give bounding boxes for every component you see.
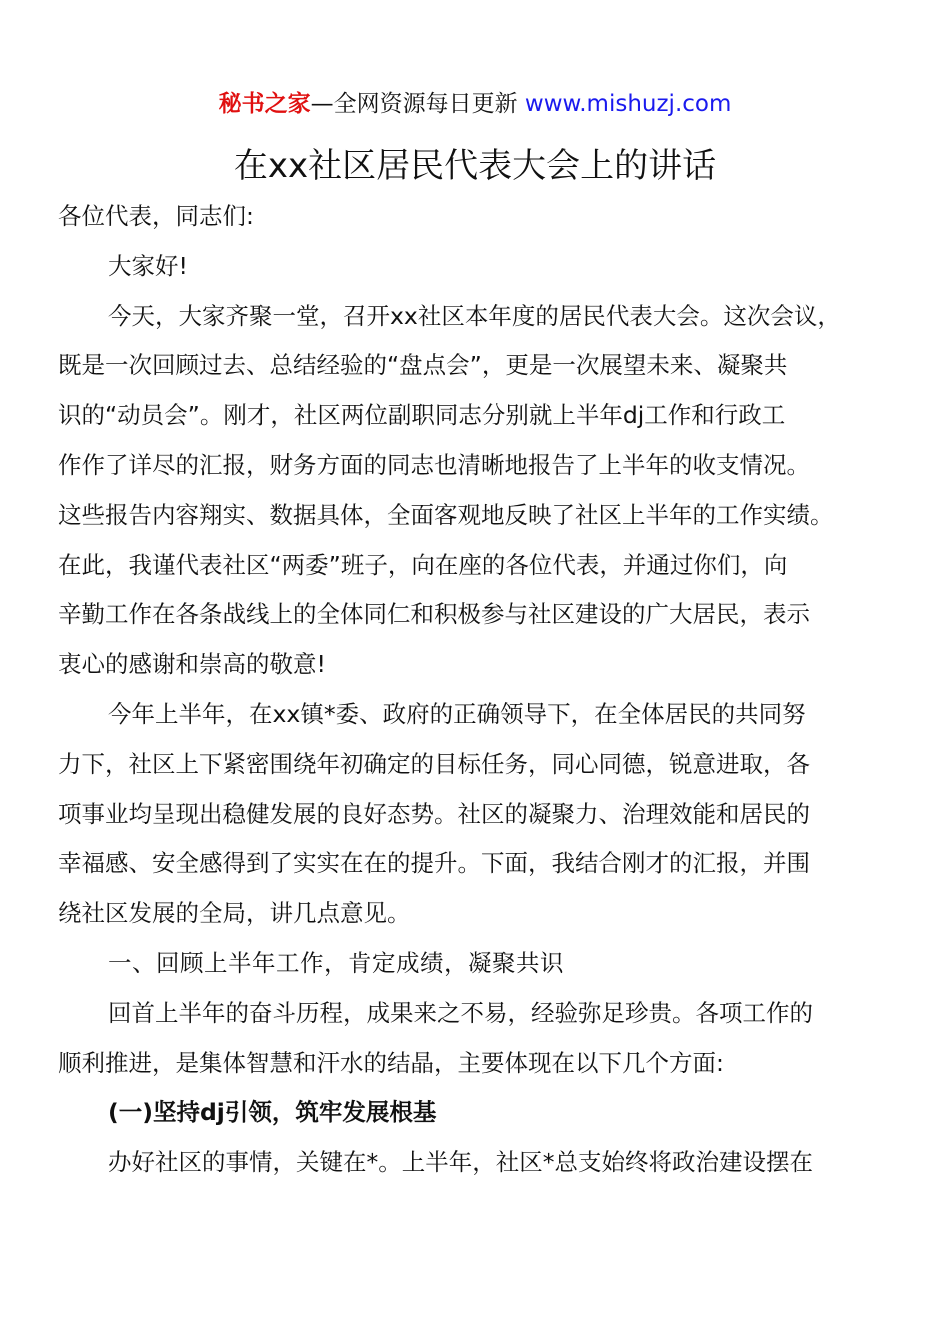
paragraph-line: 今天，大家齐聚一堂，召开xx社区本年度的居民代表大会。这次会议， xyxy=(108,301,841,330)
brand-name: 秘书之家 xyxy=(218,91,311,117)
greeting: 大家好! xyxy=(108,251,188,280)
paragraph-line: 力下，社区上下紧密围绕年初确定的目标任务，同心同德，锐意进取，各 xyxy=(58,749,810,778)
document-body xyxy=(58,192,890,1188)
paragraph-line: 绕社区发展的全局，讲几点意见。 xyxy=(58,899,411,928)
paragraph-line: 办好社区的事情，关键在*。上半年，社区*总支始终将政治建设摆在 xyxy=(108,1148,813,1177)
paragraph-line: 这些报告内容翔实、数据具体，全面客观地反映了社区上半年的工作实绩。 xyxy=(58,500,834,529)
paragraph-line: 辛勤工作在各条战线上的全体同仁和积极参与社区建设的广大居民，表示 xyxy=(58,600,810,629)
paragraph-line: 项事业均呈现出稳健发展的良好态势。社区的凝聚力、治理效能和居民的 xyxy=(58,799,810,828)
paragraph-line: 在此，我谨代表社区“两委”班子，向在座的各位代表，并通过你们，向 xyxy=(58,550,788,579)
section-heading: 一、回顾上半年工作，肯定成绩，凝聚共识 xyxy=(108,948,564,977)
paragraph-line: 识的“动员会”。刚才，社区两位副职同志分别就上半年dj工作和行政工 xyxy=(58,401,786,430)
header-tagline: —全网资源每日更新 xyxy=(310,91,525,117)
subsection-heading: (一)坚持dj引领，筑牢发展根基 xyxy=(108,1098,437,1127)
paragraph-line: 作作了详尽的汇报，财务方面的同志也清晰地报告了上半年的收支情况。 xyxy=(58,450,810,479)
site-url-link[interactable]: www.mishuzj.com xyxy=(524,91,732,117)
site-header xyxy=(0,88,950,120)
paragraph-line: 既是一次回顾过去、总结经验的“盘点会”，更是一次展望未来、凝聚共 xyxy=(58,351,788,380)
document-title: 在xx社区居民代表大会上的讲话 xyxy=(233,146,717,186)
paragraph-line: 回首上半年的奋斗历程，成果来之不易，经验弥足珍贵。各项工作的 xyxy=(108,998,813,1027)
paragraph-line: 幸福感、安全感得到了实实在在的提升。下面，我结合刚才的汇报，并围 xyxy=(58,849,810,878)
salutation: 各位代表，同志们: xyxy=(58,202,254,230)
paragraph-line: 今年上半年，在xx镇*委、政府的正确领导下，在全体居民的共同努 xyxy=(108,699,806,728)
paragraph-line: 衷心的感谢和崇高的敬意! xyxy=(58,650,326,679)
paragraph-line: 顺利推进，是集体智慧和汗水的结晶，主要体现在以下几个方面: xyxy=(58,1048,724,1077)
